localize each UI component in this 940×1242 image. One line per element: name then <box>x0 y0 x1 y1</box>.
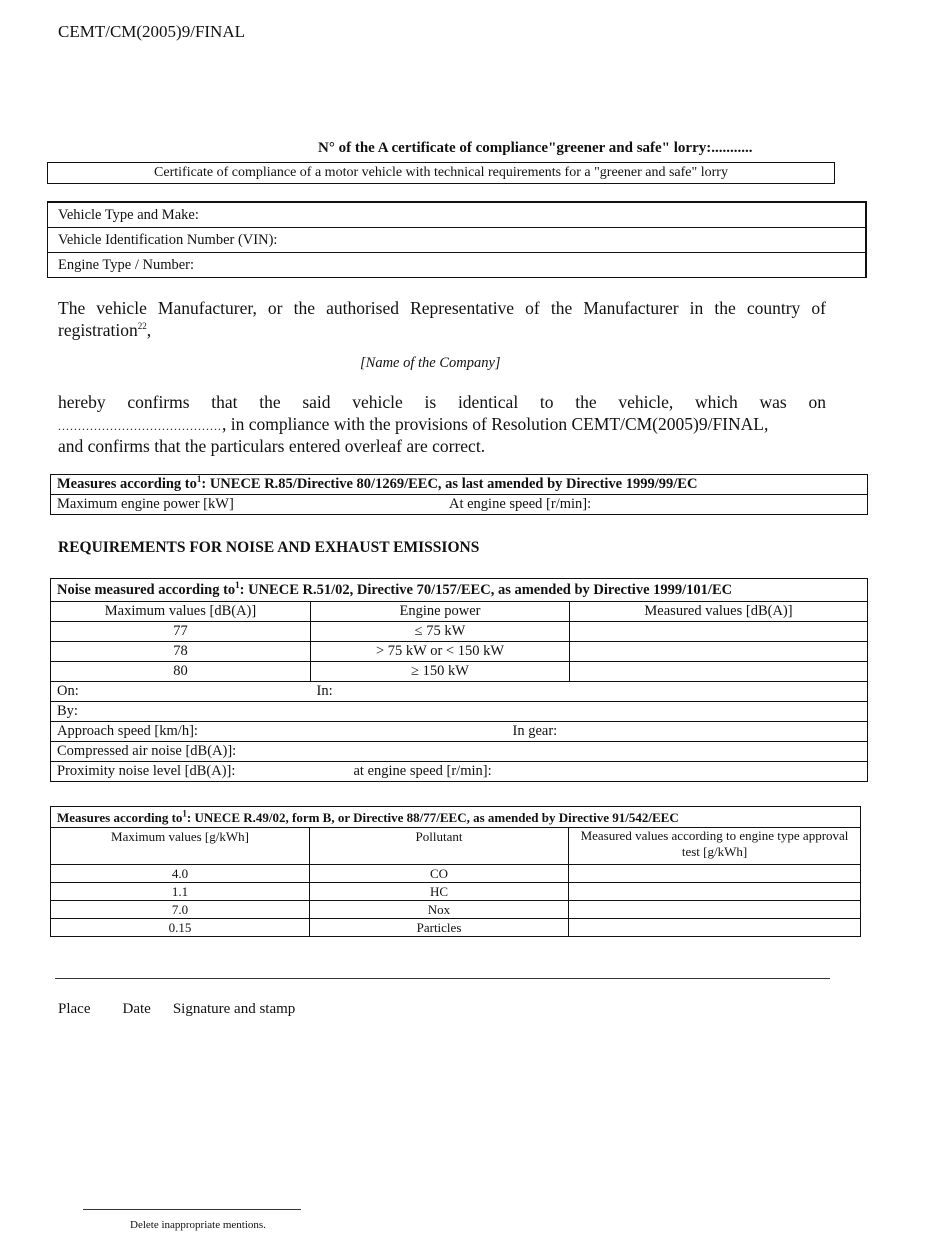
document-id: CEMT/CM(2005)9/FINAL <box>58 22 245 41</box>
column-header: Maximum values [g/kWh] <box>51 828 310 865</box>
company-name-placeholder: [Name of the Company] <box>360 355 501 371</box>
table-cell: 1.1 <box>51 883 310 901</box>
vin-field: Vehicle Identification Number (VIN): <box>47 228 867 253</box>
confirmation-word: hereby <box>58 392 106 412</box>
table-cell: ≥ 150 kW <box>311 662 570 682</box>
footnote-ref: 1 <box>235 579 240 590</box>
confirmation-word: was <box>759 392 787 412</box>
column-header: Measured values [dB(A)] <box>570 602 868 622</box>
table-row <box>51 865 861 883</box>
requirements-title: REQUIREMENTS FOR NOISE AND EXHAUST EMISSIONS <box>58 539 480 556</box>
table-cell: Particles <box>310 919 569 937</box>
confirmation-paragraph <box>58 391 826 457</box>
engine-power-table <box>50 474 868 515</box>
certificate-title: Certificate of compliance of a motor vehicle with technical requirements for a "greener and safe" lorry <box>47 162 835 184</box>
approach-speed-blank <box>570 722 868 742</box>
proximity-label: Proximity noise level [dB(A)]: <box>57 763 236 779</box>
confirmation-word: that <box>211 392 238 412</box>
confirmation-word: vehicle <box>352 392 403 412</box>
table-cell: 78 <box>51 642 311 662</box>
approach-speed-label: Approach speed [km/h]: <box>57 723 198 739</box>
confirmation-line-3: and confirms that the particulars entered overleaf are correct. <box>58 436 486 456</box>
table-cell: 4.0 <box>51 865 310 883</box>
confirmation-word: is <box>424 392 437 412</box>
table-cell: CO <box>310 865 569 883</box>
engine-power-table-header <box>51 475 868 495</box>
table-cell <box>569 865 861 883</box>
vehicle-info-box <box>47 201 867 278</box>
on-field: On: <box>51 682 311 702</box>
table-cell: Nox <box>310 901 569 919</box>
header-post: : UNECE R.49/02, form B, or Directive 88/77/EEC, as amended by Directive 91/542/EEC <box>186 809 679 825</box>
footnote-ref: 1 <box>196 474 202 485</box>
table-row <box>51 919 861 937</box>
manufacturer-text: The vehicle Manufacturer, or the authorised Representative of the Manufacturer in the country of registration <box>58 298 826 340</box>
engine-type-field: Engine Type / Number: <box>47 253 867 278</box>
table-cell <box>570 662 868 682</box>
confirmation-text: , in compliance with the provisions of Resolution CEMT/CM(2005)9/FINAL, <box>222 414 769 434</box>
vehicle-type-make-field: Vehicle Type and Make: <box>47 201 867 228</box>
header-post: : UNECE R.85/Directive 80/1269/EEC, as last amended by Directive 1999/99/EC <box>201 476 698 492</box>
confirmation-line-2 <box>58 413 826 435</box>
date-dots: ......................................... <box>58 419 222 433</box>
header-pre: Measures according to <box>57 809 183 825</box>
date-label: Date <box>122 1001 151 1017</box>
max-engine-power-field: Maximum engine power [kW] <box>51 495 444 515</box>
noise-table-header <box>51 579 868 602</box>
signature-line <box>58 1001 327 1018</box>
confirmation-word: which <box>695 392 738 412</box>
manufacturer-paragraph <box>58 297 826 341</box>
table-row <box>51 662 868 682</box>
noise-table <box>50 578 868 782</box>
table-cell: 80 <box>51 662 311 682</box>
footnote-divider <box>83 1209 301 1210</box>
confirmation-word: the <box>575 392 597 412</box>
confirmation-line-1 <box>58 391 826 413</box>
table-cell <box>569 901 861 919</box>
confirmation-word: the <box>259 392 281 412</box>
column-header: Pollutant <box>310 828 569 865</box>
confirmation-word: identical <box>457 392 519 412</box>
place-label: Place <box>58 1001 91 1017</box>
engine-speed-field: At engine speed [r/min]: <box>443 495 868 515</box>
table-cell <box>570 622 868 642</box>
table-cell: 77 <box>51 622 311 642</box>
signature-stamp-label: Signature and stamp <box>172 1001 296 1017</box>
confirmation-word: confirms <box>127 392 190 412</box>
column-header: Measured values according to engine type approval test [g/kWh] <box>569 828 861 865</box>
confirmation-word: vehicle, <box>618 392 674 412</box>
header-pre: Measures according to <box>57 476 197 492</box>
manufacturer-text-end: , <box>146 320 152 340</box>
by-field: By: <box>51 702 868 722</box>
table-cell <box>569 883 861 901</box>
table-cell: ≤ 75 kW <box>311 622 570 642</box>
confirmation-word: to <box>539 392 554 412</box>
table-cell: 0.15 <box>51 919 310 937</box>
in-gear-label: In gear: <box>512 723 558 739</box>
in-field: In: <box>311 682 868 702</box>
footnote-ref: 22 <box>137 321 147 332</box>
table-row <box>51 642 868 662</box>
compressed-air-field: Compressed air noise [dB(A)]: <box>51 742 868 762</box>
certificate-number-label: N° of the A certificate of compliance"greener and safe" lorry:........... <box>318 140 753 156</box>
table-row <box>51 622 868 642</box>
confirmation-word: said <box>302 392 331 412</box>
confirmation-word: on <box>808 392 826 412</box>
column-header: Maximum values [dB(A)] <box>51 602 311 622</box>
table-cell: HC <box>310 883 569 901</box>
emissions-table <box>50 806 861 937</box>
footnote-ref: 1 <box>182 808 187 819</box>
at-engine-speed-label: at engine speed [r/min]: <box>353 763 492 779</box>
proximity-field <box>51 762 868 782</box>
table-row <box>51 883 861 901</box>
emissions-table-header <box>51 807 861 828</box>
table-row <box>51 901 861 919</box>
signature-divider <box>55 978 830 979</box>
column-header: Engine power <box>311 602 570 622</box>
table-cell <box>570 642 868 662</box>
footnote-text: Delete inappropriate mentions. <box>130 1219 266 1231</box>
approach-speed-field <box>51 722 570 742</box>
header-pre: Noise measured according to <box>57 581 236 598</box>
table-cell <box>569 919 861 937</box>
header-post: : UNECE R.51/02, Directive 70/157/EEC, as amended by Directive 1999/101/EC <box>239 581 733 598</box>
table-cell: > 75 kW or < 150 kW <box>311 642 570 662</box>
table-cell: 7.0 <box>51 901 310 919</box>
